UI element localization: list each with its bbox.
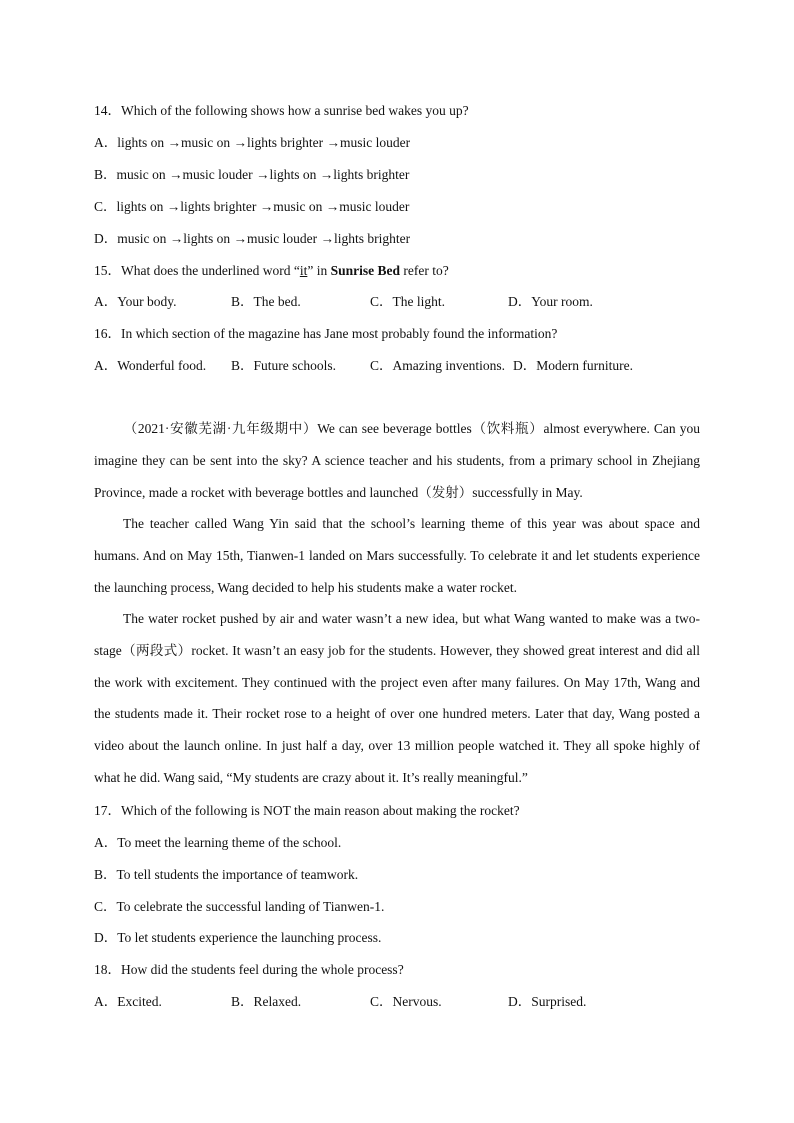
q15-bold-title: Sunrise Bed [330, 263, 400, 278]
q17-stem: 17．Which of the following is NOT the main reason about making the rocket? [94, 803, 520, 818]
passage-paragraph-2-text: The teacher called Wang Yin said that the school’s learning theme of this year was about space and humans. And on May 15th, Tianwen-1 landed on Mars successfully. To celebrate it and let students experience the launching process, Wang decided to help his students make a water rocket. [94, 516, 700, 595]
q16-option-a: A．Wonderful food. [94, 358, 207, 373]
q16-option-d: D．Modern furniture. [513, 358, 633, 373]
q14-option-a: A．lights on →music on →lights brighter →music louder [94, 135, 411, 150]
q17-option-d: D．To let students experience the launching process. [94, 930, 382, 945]
q17-option-b: B．To tell students the importance of teamwork. [94, 867, 359, 882]
q15-stem [94, 262, 449, 280]
q15-option-d: D．Your room. [508, 294, 593, 309]
q15-stem-post: refer to? [400, 263, 449, 278]
passage-paragraph-1 [94, 413, 700, 508]
q14-option-c: C．lights on →lights brighter →music on →music louder [94, 199, 410, 214]
q15-options [94, 293, 694, 311]
q18-option-c: C．Nervous. [370, 994, 442, 1009]
q17-option-a: A．To meet the learning theme of the school. [94, 835, 342, 850]
passage-paragraph-3 [94, 603, 700, 794]
q15-option-b: B．The bed. [231, 294, 301, 309]
q18-stem: 18．How did the students feel during the whole process? [94, 962, 404, 977]
passage-paragraph-1-text: （2021·安徽芜湖·九年级期中）We can see beverage bottles（饮料瓶）almost everywhere. Can you imagine they can be sent into the sky? A science teacher and his students, from a primary school in Zhejiang Province, made a rocket with beverage bottles and launched（发射）successfully in May. [94, 421, 700, 500]
q18-option-d: D．Surprised. [508, 994, 587, 1009]
q16-stem: 16．In which section of the magazine has Jane most probably found the information? [94, 326, 558, 341]
q15-stem-mid: ” in [307, 263, 331, 278]
passage-paragraph-3-text: The water rocket pushed by air and water wasn’t a new idea, but what Wang wanted to make was a two-stage（两段式）rocket. It wasn’t an easy job for the students. However, they showed great interest and did all the work with excitement. They continued with the project even after many failures. On May 17th, Wang and the students made it. Their rocket rose to a height of over one hundred meters. Later that day, Wang posted a video about the launch online. In just half a day, over 13 million people watched it. They all spoke highly of what he did. Wang said, “My students are crazy about it. It’s really meaningful.” [94, 611, 700, 785]
q18-option-a: A．Excited. [94, 994, 162, 1009]
q15-underlined-word: it [299, 263, 308, 278]
q15-option-a: A．Your body. [94, 294, 177, 309]
q16-option-c: C．Amazing inventions. [370, 358, 505, 373]
q18-option-b: B．Relaxed. [231, 994, 302, 1009]
q18-options [94, 993, 694, 1011]
passage-paragraph-2 [94, 508, 700, 603]
q14-option-b: B．music on →music louder →lights on →lights brighter [94, 167, 410, 182]
q16-options [94, 357, 694, 375]
q14-option-d: D．music on →lights on →music louder →lights brighter [94, 231, 411, 246]
q15-option-c: C．The light. [370, 294, 445, 309]
q17-option-c: C．To celebrate the successful landing of Tianwen-1. [94, 899, 385, 914]
q14-stem: 14．Which of the following shows how a sunrise bed wakes you up? [94, 103, 469, 118]
q15-stem-pre: 15．What does the underlined word “ [94, 263, 300, 278]
q16-option-b: B．Future schools. [231, 358, 337, 373]
